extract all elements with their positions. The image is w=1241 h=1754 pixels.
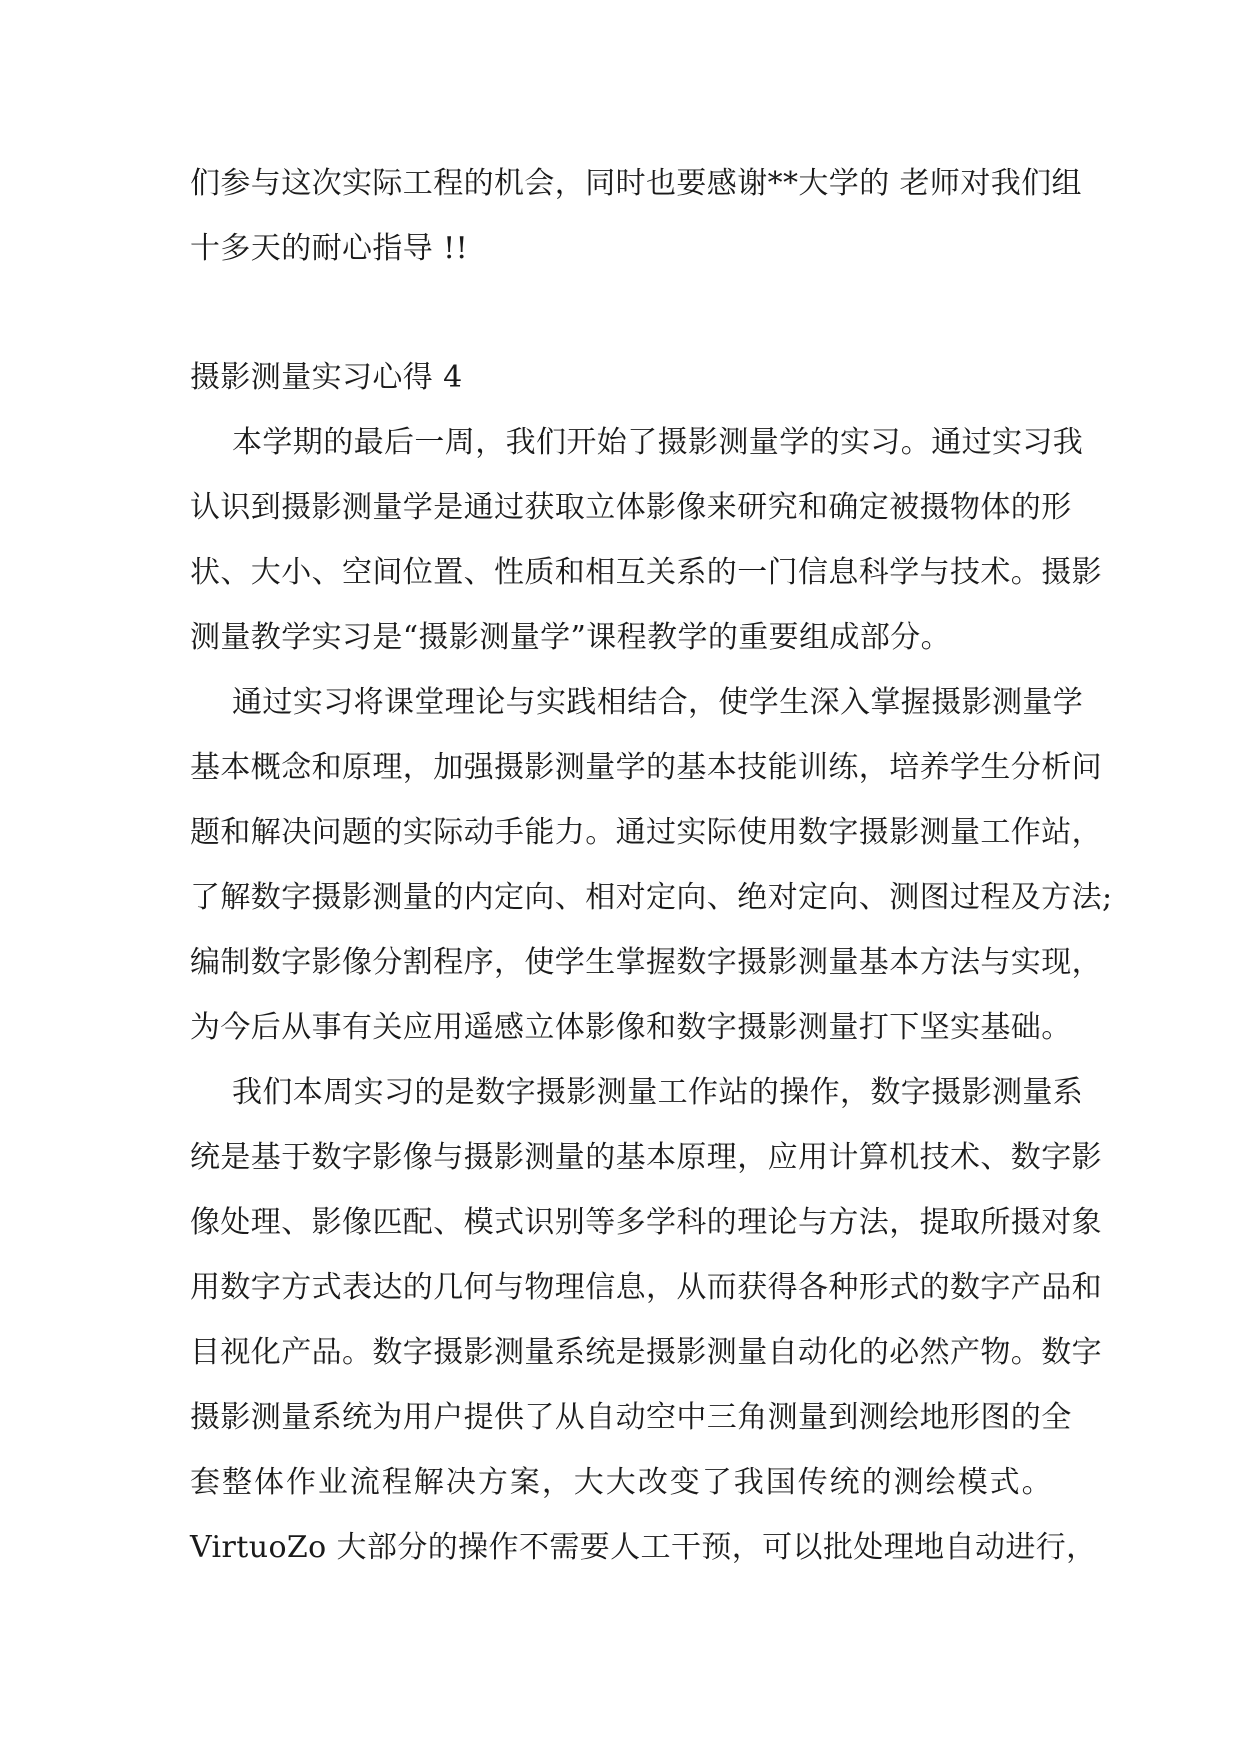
paragraph-first-line: 我们本周实习的是数字摄影测量工作站的操作，数字摄影测量系 [232, 1075, 1084, 1110]
body-text-line: 为今后从事有关应用遥感立体影像和数字摄影测量打下坚实基础。 [190, 1010, 1072, 1045]
section-heading: 摄影测量实习心得 4 [190, 360, 463, 395]
body-text-line: 了解数字摄影测量的内定向、相对定向、绝对定向、测图过程及方法; [190, 880, 1113, 915]
body-text-line: 套整体作业流程解决方案，大大改变了我国传统的测绘模式。 [190, 1465, 1052, 1500]
body-text-line: 目视化产品。数字摄影测量系统是摄影测量自动化的必然产物。数字 [190, 1335, 1102, 1370]
body-text-line: 测量教学实习是“摄影测量学”课程教学的重要组成部分。 [190, 620, 952, 655]
body-text-line: 状、大小、空间位置、性质和相互关系的一门信息科学与技术。摄影 [190, 555, 1102, 590]
body-text-line: VirtuoZo 大部分的操作不需要人工干预，可以批处理地自动进行， [190, 1530, 1097, 1565]
body-text-line: 摄影测量系统为用户提供了从自动空中三角测量到测绘地形图的全 [190, 1400, 1072, 1435]
body-text-line: 基本概念和原理，加强摄影测量学的基本技能训练，培养学生分析问 [190, 750, 1102, 785]
body-text-line: 们参与这次实际工程的机会，同时也要感谢**大学的 老师对我们组 [190, 166, 1082, 201]
body-text-line: 用数字方式表达的几何与物理信息，从而获得各种形式的数字产品和 [190, 1270, 1102, 1305]
body-text-line: 认识到摄影测量学是通过获取立体影像来研究和确定被摄物体的形 [190, 490, 1072, 525]
body-text-line: 统是基于数字影像与摄影测量的基本原理，应用计算机技术、数字影 [190, 1140, 1102, 1175]
body-text-line: 像处理、影像匹配、模式识别等多学科的理论与方法，提取所摄对象 [190, 1205, 1102, 1240]
body-text-line: 十多天的耐心指导 !! [190, 231, 469, 266]
paragraph-first-line: 本学期的最后一周，我们开始了摄影测量学的实习。通过实习我 [232, 425, 1084, 460]
paragraph-first-line: 通过实习将课堂理论与实践相结合，使学生深入掌握摄影测量学 [232, 685, 1084, 720]
body-text-line: 题和解决问题的实际动手能力。通过实际使用数字摄影测量工作站， [190, 815, 1102, 850]
body-text-line: 编制数字影像分割程序，使学生掌握数字摄影测量基本方法与实现， [190, 945, 1102, 980]
